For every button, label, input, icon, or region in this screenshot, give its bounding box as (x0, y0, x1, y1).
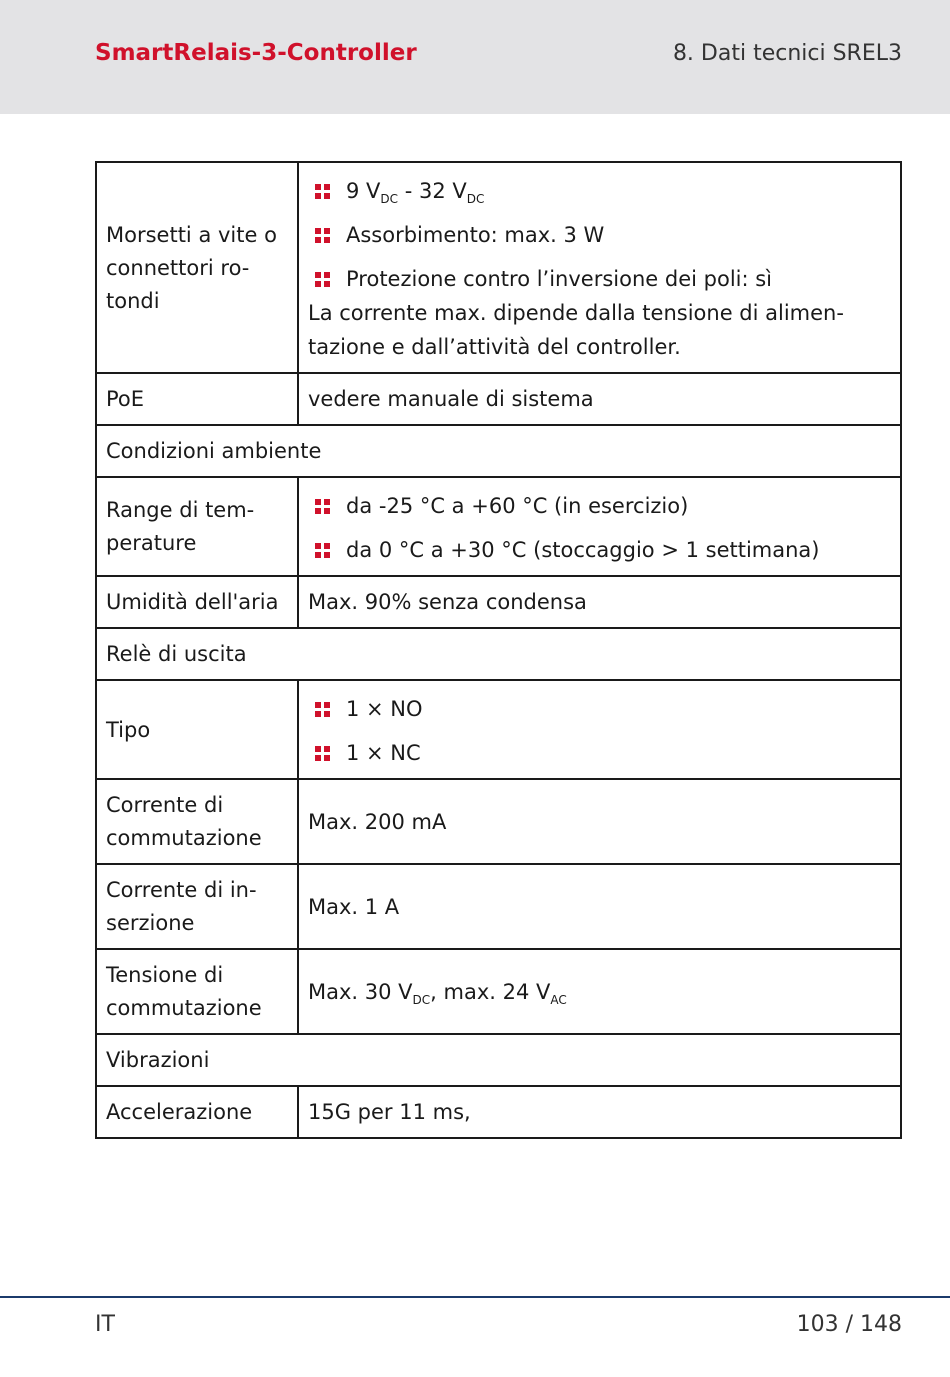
row-label: Corrente di in-serzione (96, 864, 298, 949)
footer-divider (0, 1296, 950, 1298)
subscript: DC (380, 192, 399, 206)
list-item-text: 1 × NO (346, 697, 423, 721)
list-item-text: 1 × NC (346, 741, 421, 765)
brand-title: SmartRelais-3-Controller (95, 40, 417, 66)
row-value: Max. 1 A (298, 864, 901, 949)
chapter-title: 8. Dati tecnici SREL3 (672, 41, 902, 66)
bullet-icon (315, 702, 330, 717)
bullet-icon (315, 228, 330, 243)
note-text: La corrente max. dipende dalla tensione di alimen-tazione e dall’attività del controller. (308, 301, 844, 359)
row-value (298, 680, 901, 779)
list-item (308, 491, 892, 521)
bullet-list (308, 176, 892, 294)
section-row (96, 628, 901, 680)
list-item-text: Protezione contro l’inversione dei poli: sì (346, 267, 773, 291)
list-item (308, 264, 892, 294)
list-item (308, 738, 892, 768)
spec-table (95, 161, 902, 1139)
subscript: DC (412, 992, 431, 1007)
row-label: Tensione di commutazione (96, 949, 298, 1034)
list-item-text: da 0 °C a +30 °C (stoccaggio > 1 settimana) (346, 538, 820, 562)
bullet-list (308, 694, 892, 768)
row-value (298, 949, 901, 1034)
row-value: vedere manuale di sistema (298, 373, 901, 425)
list-item (308, 220, 892, 250)
table-row (96, 477, 901, 576)
table-row (96, 779, 901, 864)
section-heading: Relè di uscita (96, 628, 901, 680)
bullet-icon (315, 746, 330, 761)
bullet-list (308, 491, 892, 565)
row-label: Corrente di commutazione (96, 779, 298, 864)
list-item (308, 176, 892, 206)
list-item (308, 535, 892, 565)
table-row (96, 1086, 901, 1138)
list-item-text: da -25 °C a +60 °C (in esercizio) (346, 494, 689, 518)
language-code: IT (95, 1312, 115, 1337)
bullet-icon (315, 272, 330, 287)
row-label: PoE (96, 373, 298, 425)
table-row (96, 576, 901, 628)
bullet-icon (315, 543, 330, 558)
section-heading: Condizioni ambiente (96, 425, 901, 477)
section-heading: Vibrazioni (96, 1034, 901, 1086)
subscript: AC (550, 992, 567, 1007)
bullet-icon (315, 184, 330, 199)
voltage-dc: Max. 30 V (308, 979, 413, 1004)
voltage-max: - 32 V (398, 179, 467, 203)
table-row (96, 680, 901, 779)
section-row (96, 1034, 901, 1086)
row-value: Max. 90% senza condensa (298, 576, 901, 628)
row-value (298, 477, 901, 576)
table-row (96, 949, 901, 1034)
row-label: Tipo (96, 680, 298, 779)
page-header (0, 0, 950, 114)
list-item (308, 694, 892, 724)
row-label: Accelerazione (96, 1086, 298, 1138)
table-row (96, 162, 901, 373)
bullet-icon (315, 499, 330, 514)
row-label: Morsetti a vite o connettori ro-tondi (96, 162, 298, 373)
table-row (96, 864, 901, 949)
subscript: DC (466, 192, 485, 206)
row-value: 15G per 11 ms, (298, 1086, 901, 1138)
row-value: Max. 200 mA (298, 779, 901, 864)
section-row (96, 425, 901, 477)
list-item-text: Assorbimento: max. 3 W (346, 223, 605, 247)
table-row (96, 373, 901, 425)
voltage-ac: , max. 24 V (430, 979, 551, 1004)
row-label: Range di tem-perature (96, 477, 298, 576)
voltage-min: 9 V (346, 179, 381, 203)
row-value (298, 162, 901, 373)
row-label: Umidità dell'aria (96, 576, 298, 628)
page-number: 103 / 148 (796, 1312, 902, 1337)
